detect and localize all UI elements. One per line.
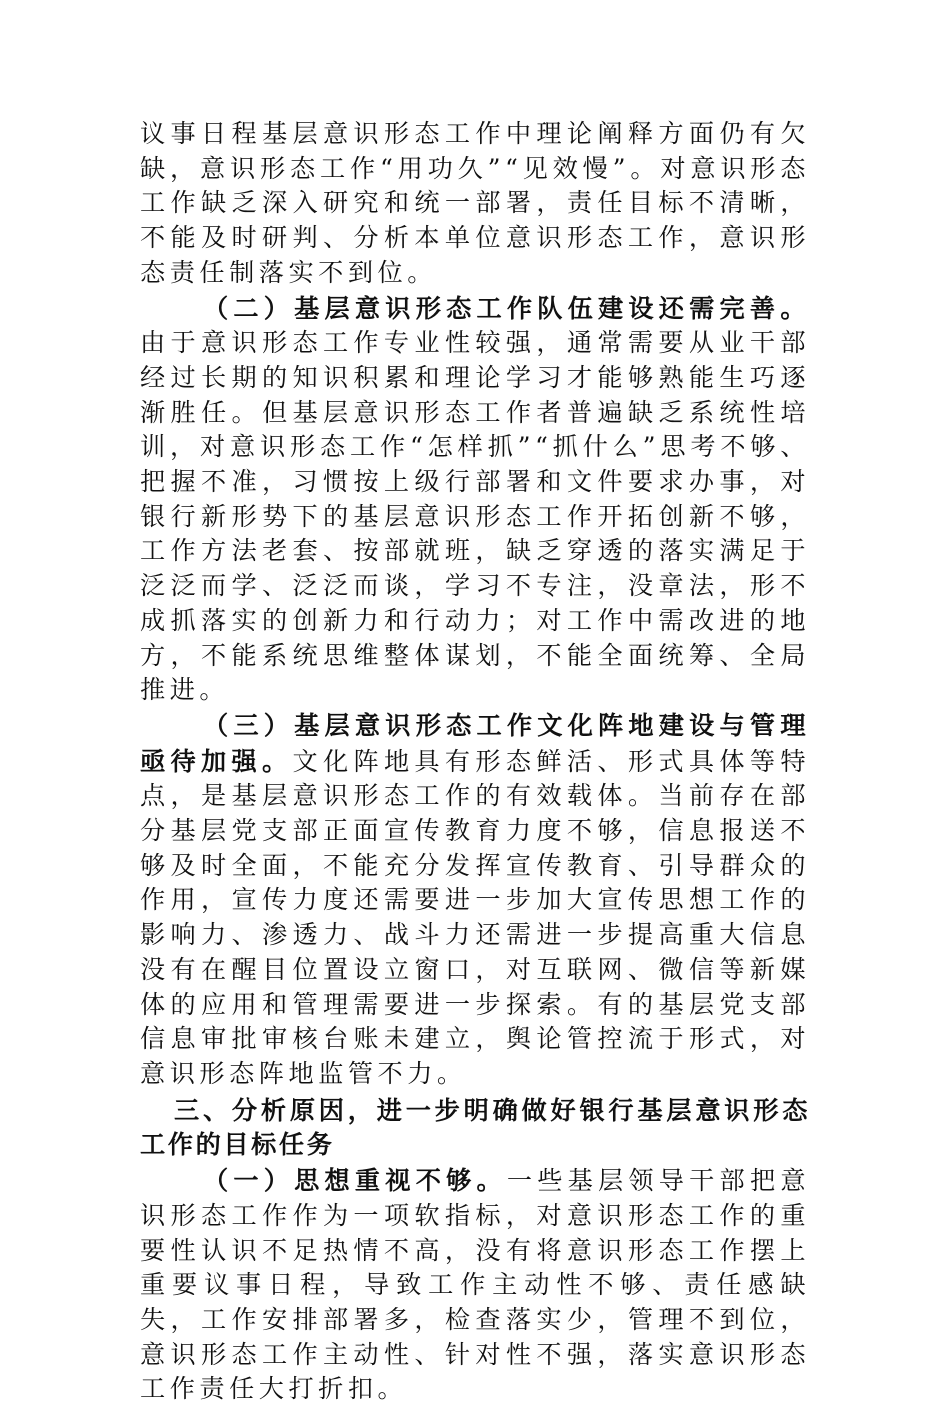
paragraph-1-body: 一些基层领导干部把意识形态工作作为一项软指标，对意识形态工作的重要性认识不足热情不高，没有将意识形态工作摆上重要议事日程，导致工作主动性不够、责任感缺失，工作安排部署多，检查落实少，管理不到位，意识形态工作主动性、针对性不强，落实意识形态工作责任大打折扣。 xyxy=(140,1166,811,1404)
paragraph-continued: 议事日程基层意识形态工作中理论阐释方面仍有欠缺，意识形态工作“用功久”“见效慢”。对意识形态工作缺乏深入研究和统一部署，责任目标不清晰，不能及时研判、分析本单位意识形态工作，意识形态责任制落实不到位。 xyxy=(140,119,810,287)
subheading-3: （三）基层意识形态工作文化阵地建设与管理亟待加强。 xyxy=(140,709,810,776)
section-3-heading: 三、分析原因，进一步明确做好银行基层意识形态工作的目标任务 xyxy=(140,1095,810,1160)
paragraph-section-2-2 xyxy=(140,291,810,708)
paragraph-section-3-1 xyxy=(140,1163,810,1407)
subheading-2: （二）基层意识形态工作队伍建设还需完善。 xyxy=(203,292,810,323)
paragraph-section-2-3 xyxy=(140,708,810,1092)
subheading-1: （一）思想重视不够。 xyxy=(203,1165,507,1196)
paragraph-2-body: 由于意识形态工作专业性较强，通常需要从业干部经过长期的知识积累和理论学习才能够熟能生巧逐渐胜任。但基层意识形态工作者普遍缺乏系统性培训，对意识形态工作“怎样抓”“抓什么”思考不够、把握不准，习惯按上级行部署和文件要求办事，对银行新形势下的基层意识形态工作开拓创新不够，工作方法老套、按部就班，缺乏穿透的落实满足于泛泛而学、泛泛而谈，学习不专注，没章法，形不成抓落实的创新力和行动力；对工作中需改进的地方，不能系统思维整体谋划，不能全面统筹、全局推进。 xyxy=(140,328,810,705)
paragraph-3-body: 文化阵地具有形态鲜活、形式具体等特点，是基层意识形态工作的有效载体。当前存在部分基层党支部正面宣传教育力度不够，信息报送不够及时全面，不能充分发挥宣传教育、引导群众的作用，宣传力度还需要进一步加大宣传思想工作的影响力、渗透力、战斗力还需进一步提高重大信息没有在醒目位置设立窗口，对互联网、微信等新媒体的应用和管理需要进一步探索。有的基层党支部信息审批审核台账未建立，舆论管控流于形式，对意识形态阵地监管不力。 xyxy=(140,746,811,1088)
document-page xyxy=(140,117,810,1407)
